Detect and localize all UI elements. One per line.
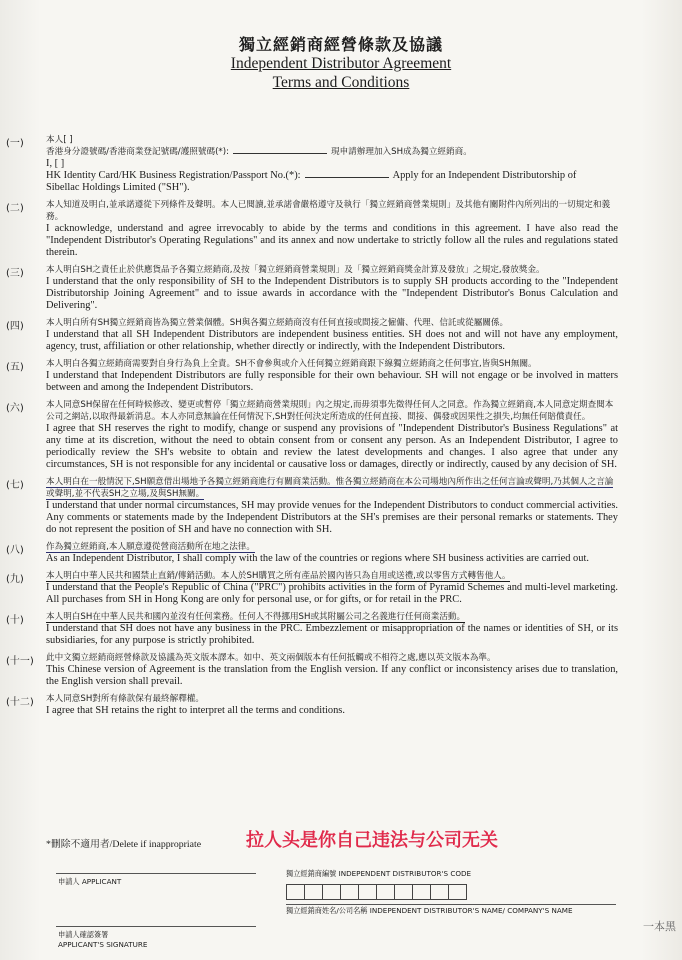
- clause-zh: [46, 476, 618, 500]
- clause-number: (六): [6, 403, 24, 414]
- clause-zh-line2: 香港身分證號碼/香港商業登記號碼/護照號碼(*): 現申請辦理加入SH成為獨立經銷商。: [46, 147, 472, 157]
- clause-7: [0, 476, 682, 536]
- distributor-code-label: 獨立經銷商編號 INDEPENDENT DISTRIBUTOR'S CODE: [286, 869, 472, 878]
- clauses-list: [0, 134, 682, 722]
- code-box[interactable]: [340, 884, 359, 900]
- title-english: Independent Distributor Agreement: [230, 55, 452, 72]
- signature-line[interactable]: [56, 926, 256, 927]
- clause-en: I understand that under normal circumstances, SH may provide venues for the Independent Distributors to conduct commercial activities. Any comments or statements made by the Independent Distributors at the SH's premises are their personal remarks or statements. They do not represent the position of SH and have no connection with SH.: [46, 500, 618, 535]
- clause-1: [0, 134, 682, 194]
- clause-11: [0, 652, 682, 688]
- red-annotation: 拉人头是你自己违法与公司无关: [246, 830, 498, 851]
- clause-zh: [46, 611, 618, 623]
- clause-8: [0, 541, 682, 565]
- clause-zh: 本人明白各獨立經銷商需要對自身行為負上全責。SH不會參與或介入任何獨立經銷商跟下線獨立經銷商之任何事宜,皆與SH無關。: [46, 359, 537, 369]
- underlined-text: 本人明白在一般情況下,SH願意借出場地予各獨立經銷商進行有關商業活動。惟各獨立經銷商在本公司場地內所作出之任何言論或聲明,乃其個人之言論或聲明,並不代表SH之立場,及與SH無關。: [46, 477, 614, 499]
- clause-zh: 本人明白所有SH獨立經銷商皆為獨立營業個體。SH與各獨立經銷商沒有任何直接或間接之僱傭、代理、信託或從屬關係。: [46, 318, 509, 328]
- blank-line: [233, 153, 327, 154]
- blank-line: [305, 177, 389, 178]
- clause-4: [0, 317, 682, 353]
- clause-zh: 本人同意SH保留在任何時候修改、變更或暫停「獨立經銷商營業規則」內之規定,而毋須事先徵得任何人之同意。作為獨立經銷商,本人同意定期查閱本公司之網站,以取得最新消息。本人亦同意無論在任何情況下,SH對任何決定所造成的任何直接、間接、偶發或因果性之損失,均無任何賠償責任。: [46, 400, 614, 422]
- clause-en: I understand that the only responsibility of SH to the Independent Distributors is to supply SH products according to the "Independent Distributorship Joining Agreement" and to issue awards in accordance with the "Independent Distributor's Bonus Calculation and Delivering".: [46, 276, 618, 311]
- clause-en: I, [ ]: [46, 158, 65, 169]
- clause-en: I agree that SH reserves the right to modify, change or suspend any provisions of "Independent Distributor's Business Regulations" at any time at its discretion, without the need to obtain consent from or consent any person. As an Independent Distributor, I agree to periodically review the SH's website to obtain and review the latest developments and changes. I also agree that under any circumstances, SH is not responsible for any incidental or causative loss or damages, directly or indirectly, caused by any decision of SH.: [46, 423, 618, 470]
- distributor-code-boxes[interactable]: [286, 884, 466, 900]
- code-box[interactable]: [448, 884, 467, 900]
- clause-number: (七): [6, 480, 24, 491]
- clause-10: [0, 611, 682, 647]
- clause-en-line2: HK Identity Card/HK Business Registration/Passport No.(*): Apply for an Independent Distributorship of: [46, 170, 577, 181]
- clause-number: (二): [6, 203, 24, 214]
- clause-3: [0, 264, 682, 312]
- code-box[interactable]: [358, 884, 377, 900]
- clause-zh: 此中文獨立經銷商經營條款及協議為英文版本譯本。如中、英文兩個版本有任何抵觸或不相符之處,應以英文版本為準。: [46, 653, 496, 663]
- clause-zh: 本人知道及明白,並承諾遵從下列條件及聲明。本人已閱讀,並承諾會嚴格遵守及執行「獨立經銷商營業規則」及其他有關附件內所列出的一切規定和義務。: [46, 200, 611, 222]
- code-box[interactable]: [322, 884, 341, 900]
- clause-number: (五): [6, 362, 24, 373]
- clause-en: I understand that Independent Distributors are fully responsible for their own behaviour. SH will not engage or be involved in matters between and among the Independent Distributors.: [46, 370, 618, 393]
- code-box[interactable]: [412, 884, 431, 900]
- code-box[interactable]: [304, 884, 323, 900]
- clause-5: [0, 358, 682, 394]
- clause-zh: 本人明白SH之責任止於供應貨品予各獨立經銷商,及按「獨立經銷商營業規則」及「獨立經銷商獎金計算及發放」之規定,發放獎金。: [46, 265, 545, 275]
- clause-en: I agree that SH retains the right to interpret all the terms and conditions.: [46, 705, 345, 716]
- clause-number: (十二): [6, 697, 34, 708]
- clause-en: I acknowledge, understand and agree irrevocably to abide by the terms and conditions in this agreement. I have also read the "Independent Distributor's Operating Regulations" and its annex and now undertake to strictly follow all the rules and regulations stated therein.: [46, 223, 618, 258]
- delete-note: *刪除不適用者/Delete if inappropriate: [46, 839, 202, 850]
- clause-number: (四): [6, 321, 24, 332]
- clause-6: [0, 399, 682, 471]
- distributor-name-line[interactable]: [286, 904, 616, 905]
- applicant-label: 申請人 APPLICANT: [58, 877, 122, 886]
- applicant-line[interactable]: [56, 873, 256, 874]
- clause-number: (十一): [6, 656, 34, 667]
- clause-number: (十): [6, 615, 24, 626]
- clause-en: I understand that SH does not have any business in the PRC. Embezzlement or misappropriation of the names or identities of SH, or its subsidiaries, for any purpose is strictly prohibited.: [46, 623, 618, 646]
- signature-label-zh: 申請人確認簽署: [58, 930, 109, 939]
- code-box[interactable]: [430, 884, 449, 900]
- underlined-text: 本人明白SH在中華人民共和國內並沒有任何業務。任何人不得挪用SH或其附屬公司之名義進行任何商業活動。: [46, 612, 466, 622]
- clause-9: [0, 570, 682, 606]
- clause-en: This Chinese version of Agreement is the translation from the English version. If any conflict or inconsistency arises due to translation, the English version shall prevail.: [46, 664, 618, 687]
- code-box[interactable]: [286, 884, 305, 900]
- title-chinese: 獨立經銷商經營條款及協議: [238, 35, 443, 54]
- clause-number: (三): [6, 268, 24, 279]
- distributor-name-label: 獨立經銷商姓名/公司名稱 INDEPENDENT DISTRIBUTOR'S NAME/ COMPANY'S NAME: [286, 906, 573, 915]
- clause-zh: [46, 570, 618, 582]
- clause-en: I understand that the People's Republic of China ("PRC") prohibits activities in the form of Pyramid Schemes and multi-level marketing. All purchases from SH in Hong Kong are only for personal use, or for gifts, or for retail in the PRC.: [46, 582, 618, 605]
- underlined-text: 本人明白中華人民共和國禁止直銷/傳銷活動。本人於SH購買之所有產品於國內皆只為自用或送禮,或以零售方式轉售他人。: [46, 571, 511, 581]
- clause-2: [0, 199, 682, 259]
- clause-number: (一): [6, 138, 24, 149]
- clause-en-line3: Sibellac Holdings Limited ("SH").: [46, 182, 190, 193]
- clause-number: (九): [6, 574, 24, 585]
- code-box[interactable]: [394, 884, 413, 900]
- code-box[interactable]: [376, 884, 395, 900]
- clause-zh: [46, 541, 618, 553]
- watermark: 一本黑: [643, 920, 676, 933]
- clause-12: [0, 693, 682, 717]
- clause-zh: 本人同意SH對所有條款保有最終解釋權。: [46, 694, 205, 704]
- clause-number: (八): [6, 545, 24, 556]
- subtitle-english: Terms and Conditions: [272, 74, 410, 91]
- clause-en: I understand that all SH Independent Distributors are independent business entities. SH does not and will not have any employment, agency, trust, affiliation or other relationship, whether directly or indirectly, with the Independent Distributors.: [46, 329, 618, 352]
- clause-en: As an Independent Distributor, I shall comply with the law of the countries or regions where SH business activities are carried out.: [46, 553, 589, 564]
- signature-label-en: APPLICANT'S SIGNATURE: [58, 940, 148, 949]
- underlined-text: 作為獨立經銷商,本人願意遵從營商活動所在地之法律。: [46, 542, 255, 552]
- clause-zh: 本人[ ]: [46, 135, 73, 145]
